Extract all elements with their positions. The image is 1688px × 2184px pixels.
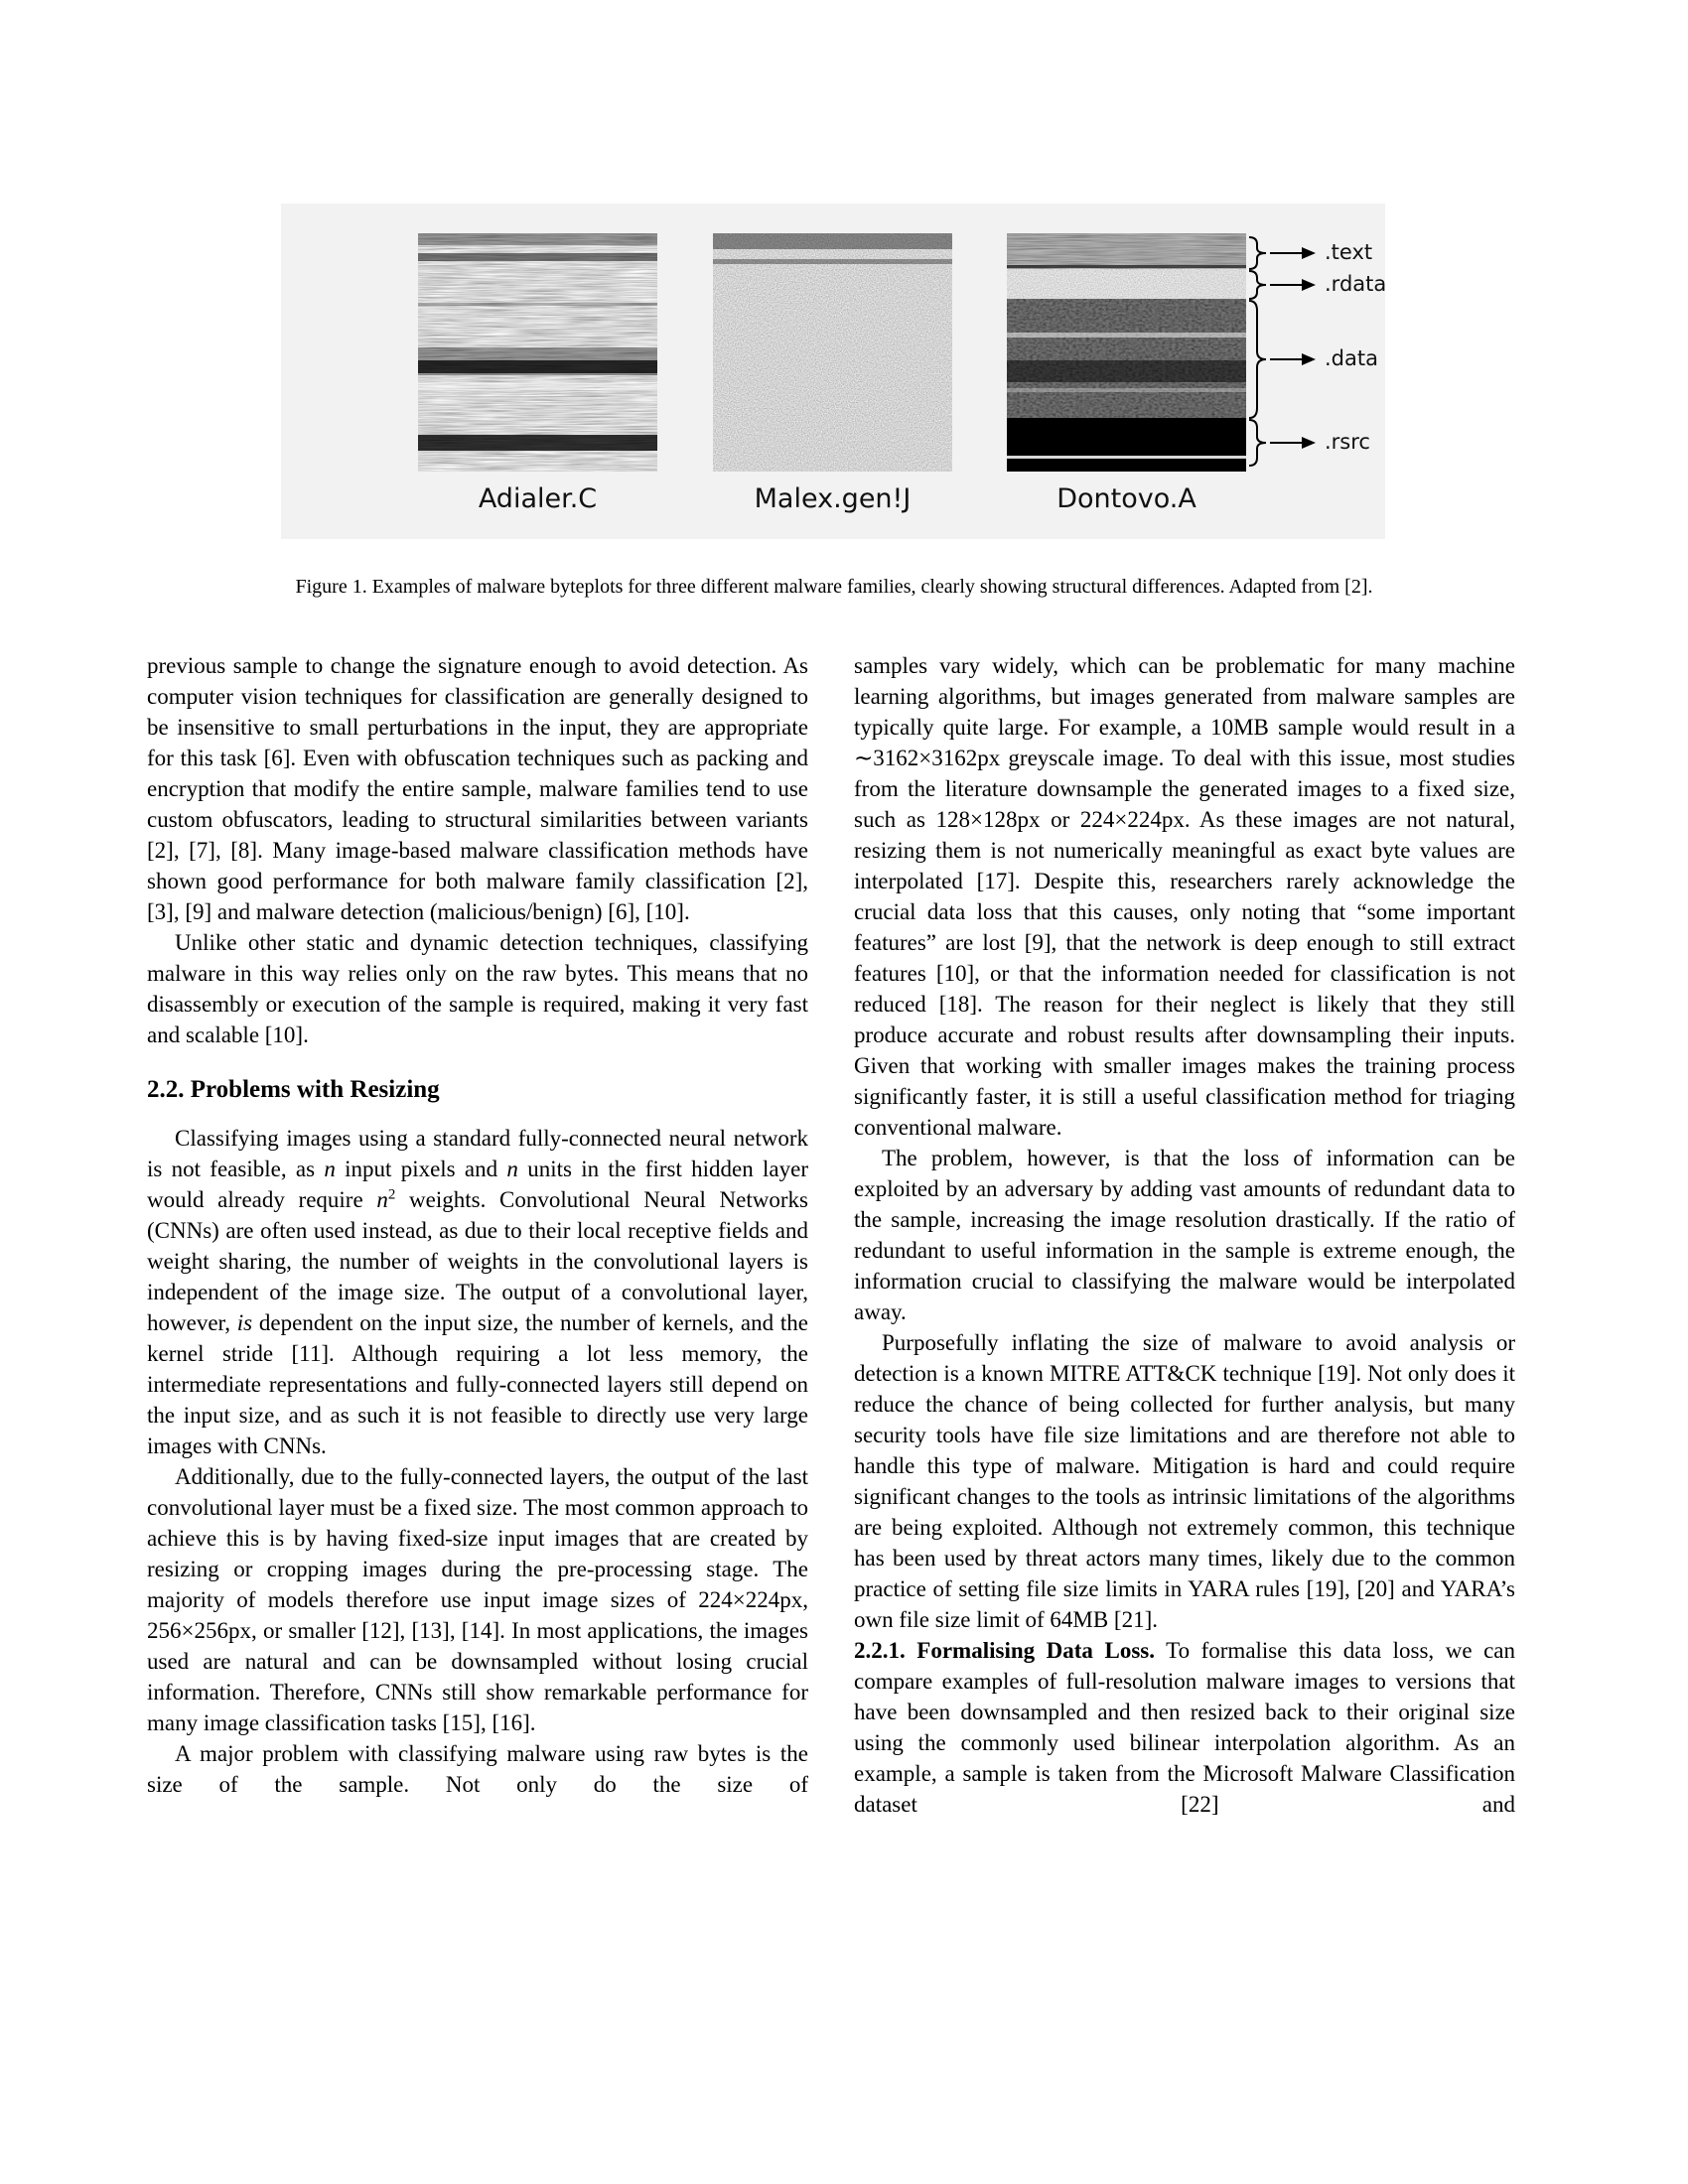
right-column (854, 650, 1515, 1820)
left-column (147, 650, 808, 1820)
paragraph-text: To formalise this data loss, we can compare examples of full-resolution malware images to versions that have been downsampled and then resized back to their original size using the commonly used bilinear interpolation algorithm. As an example, a sample is taken from the Microsoft Malware Classification dataset [22] and (854, 1638, 1516, 1817)
paragraph: Purposefully inflating the size of malware to avoid analysis or detection is a known MITRE ATT&CK technique [19]. Not only does it reduce the chance of being collected for further analysis, but many security tools have file size limitations and are therefore not able to handle this type of malware. Mitigation is hard and could require significant changes to the tools as intrinsic limitations of the algorithms are being exploited. Although not extremely common, this technique has been used by threat actors many times, likely due to the common practice of setting file size limits in YARA rules [19], [20] and YARA’s own file size limit of 64MB [21]. (854, 1330, 1515, 1632)
byteplot-adialer (418, 233, 657, 472)
byteplot-label-dontovo: Dontovo.A (1056, 483, 1196, 514)
annotation-rsrc-section: .rsrc (1325, 430, 1370, 454)
byteplot-dontovo (1007, 233, 1246, 472)
annotation-rdata-section: .rdata (1325, 272, 1387, 296)
paragraph: previous sample to change the signature enough to avoid detection. As computer vision techniques for classification are generally designed to be insensitive to small perturbations in the input, they are appropriate for this task [6]. Even with obfuscation techniques such as packing and encryption that modify the entire sample, malware families tend to use custom obfuscators, leading to structural similarities between variants [2], [7], [8]. Many image-based malware classification methods have shown good performance for both malware family classification [2], [3], [9] and malware detection (malicious/benign) [6], [10]. (147, 653, 808, 924)
byteplot-malex-image (713, 233, 952, 472)
paragraph: samples vary widely, which can be problematic for many machine learning algorithms, but images generated from malware samples are typically quite large. For example, a 10MB sample would result in a ∼3162×3162px greyscale image. To deal with this issue, most studies from the literature downsample the generated images to a fixed size, such as 128×128px or 224×224px. As these images are not natural, resizing them is not numerically meaningful as exact byte values are interpolated [17]. Despite this, researchers rarely acknowledge the crucial data loss that this causes, only noting that “some important features” are lost [9], that the network is deep enough to still extract features [10], or that the information needed for classification is not reduced [18]. The reason for their neglect is likely that they still produce accurate and robust results after downsampling their inputs. Given that working with smaller images makes the training process significantly faster, it is still a useful classification method for triaging conventional malware. (854, 653, 1515, 1140)
paragraph: Classifying images using a standard fully-connected neural network is not feasible, as n input pixels and n units in the first hidden layer would already require $n^2$ weights. Convolutional Neural Networks (CNNs) are often used instead, as due to their local receptive fields and weight sharing, the number of weights in the convolutional layers is independent of the image size. The output of a convolutional layer, however, is dependent on the input size, the number of kernels, and the kernel stride [11]. Although requiring a lot less memory, the intermediate representations and fully-connected layers still depend on the input size, and as such it is not feasible to directly use very large images with CNNs. (147, 1126, 808, 1458)
byteplot-dontovo-image (1007, 233, 1246, 472)
paragraph: The problem, however, is that the loss of information can be exploited by an adversary by adding vast amounts of redundant data to the sample, increasing the image resolution drastically. If the ratio of redundant to useful information in the sample is extreme enough, the information crucial to classifying the malware would be interpolated away. (854, 1146, 1515, 1324)
byteplot-label-malex: Malex.gen!J (754, 483, 912, 514)
section-heading-2-2: 2.2. Problems with Resizing (147, 1076, 440, 1103)
annotation-text-section: .text (1325, 240, 1373, 264)
paragraph-formalising-data-loss (854, 1635, 1515, 1820)
byteplot-label-adialer: Adialer.C (478, 483, 598, 514)
subsection-heading-2-2-1: 2.2.1. Formalising Data Loss. (854, 1638, 1155, 1663)
section-brace-annotations (1246, 233, 1336, 477)
annotation-data-section: .data (1325, 346, 1378, 370)
byteplot-adialer-image (418, 233, 657, 472)
paragraph: Unlike other static and dynamic detection techniques, classifying malware in this way relies only on the raw bytes. This means that no disassembly or execution of the sample is required, making it very fast and scalable [10]. (147, 930, 808, 1047)
text-columns (147, 650, 1515, 1820)
figure-caption: Figure 1. Examples of malware byteplots for three different malware families, clearly showing structural differences. Adapted from [2]. (295, 576, 1373, 598)
paragraph: A major problem with classifying malware using raw bytes is the size of the sample. Not only do the size of (147, 1741, 808, 1797)
byteplot-malex (713, 233, 952, 472)
paragraph: Additionally, due to the fully-connected layers, the output of the last convolutional layer must be a fixed size. The most common approach to achieve this is by having fixed-size input images that are created by resizing or cropping images during the pre-processing stage. The majority of models therefore use input image sizes of 224×224px, 256×256px, or smaller [12], [13], [14]. In most applications, the images used are natural and can be downsampled without losing crucial information. Therefore, CNNs still show remarkable performance for many image classification tasks [15], [16]. (147, 1464, 808, 1735)
